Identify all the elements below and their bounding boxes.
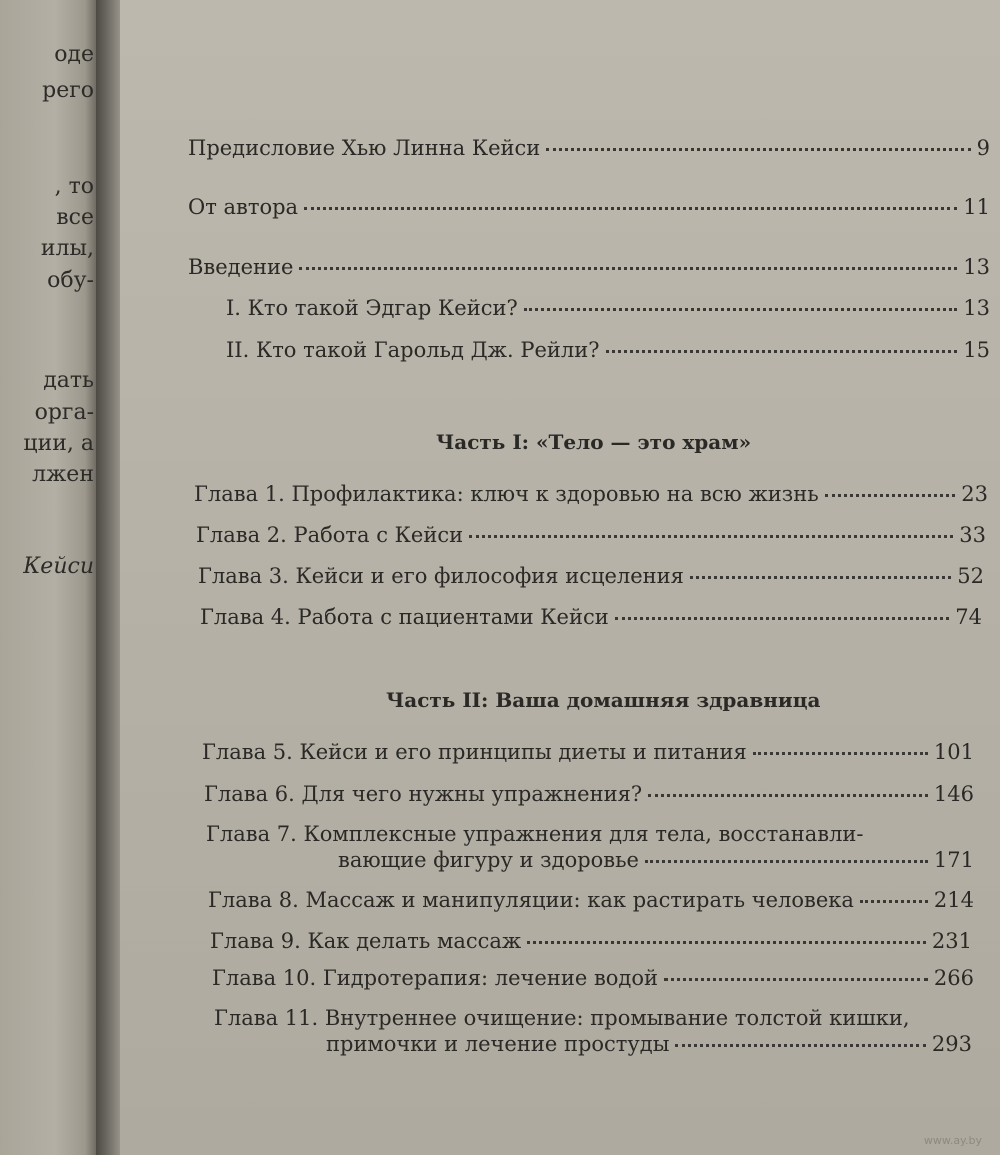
toc-leader bbox=[675, 1044, 926, 1047]
toc-title-continuation: вающие фигуру и здоровье bbox=[338, 848, 639, 872]
toc-title: Глава 2. Работа с Кейси bbox=[196, 523, 464, 547]
left-page-text: илы, bbox=[40, 236, 94, 261]
toc-title: Глава 10. Гидротерапия: лечение водой bbox=[212, 966, 658, 990]
left-page-text: рего bbox=[42, 78, 94, 103]
toc-title: Глава 5. Кейси и его принципы диеты и питания bbox=[202, 740, 747, 764]
toc-entry bbox=[204, 782, 974, 806]
left-page-text: , то bbox=[54, 174, 94, 199]
toc-title: Глава 6. Для чего нужны упражнения? bbox=[204, 782, 643, 806]
left-page-text: обу- bbox=[47, 268, 94, 293]
toc-leader bbox=[753, 752, 928, 755]
toc-entry bbox=[200, 605, 982, 629]
toc-entry bbox=[208, 888, 974, 912]
toc-title: I. Кто такой Эдгар Кейси? bbox=[226, 296, 518, 320]
left-page-text: дать bbox=[43, 368, 94, 393]
left-page-edge bbox=[0, 0, 100, 1155]
toc-leader bbox=[304, 207, 957, 210]
toc-entry bbox=[212, 966, 974, 990]
toc-entry bbox=[196, 523, 986, 547]
toc-entry bbox=[226, 296, 990, 320]
left-page-text: все bbox=[56, 205, 94, 230]
toc-page-number: 15 bbox=[963, 338, 990, 362]
toc-entry bbox=[198, 564, 984, 588]
toc-page-number: 23 bbox=[961, 482, 988, 506]
toc-title: Глава 11. Внутреннее очищение: промывание толстой кишки, bbox=[214, 1006, 910, 1030]
toc-entry bbox=[338, 848, 974, 872]
left-page-text: Кейси bbox=[23, 554, 94, 579]
toc-title: Глава 8. Массаж и манипуляции: как растирать человека bbox=[208, 888, 854, 912]
toc-leader bbox=[299, 267, 957, 270]
toc-leader bbox=[645, 860, 928, 863]
toc-page-number: 171 bbox=[933, 848, 974, 872]
toc-title: Предисловие Хью Линна Кейси bbox=[188, 136, 541, 160]
toc-page-number: 214 bbox=[933, 888, 974, 912]
left-page-text: оде bbox=[54, 42, 94, 67]
toc-title: Введение bbox=[188, 255, 294, 279]
toc-leader bbox=[606, 350, 958, 353]
toc-leader bbox=[648, 794, 928, 797]
left-page-text: лжен bbox=[32, 462, 94, 487]
toc-page-number: 231 bbox=[931, 929, 972, 953]
toc-leader bbox=[860, 900, 928, 903]
toc-leader bbox=[690, 576, 951, 579]
toc-page-number: 13 bbox=[963, 255, 990, 279]
toc-entry bbox=[188, 255, 990, 279]
toc-leader bbox=[469, 535, 953, 538]
toc-entry bbox=[202, 740, 974, 764]
toc-leader bbox=[524, 308, 958, 311]
toc-page-number: 101 bbox=[933, 740, 974, 764]
toc-title: II. Кто такой Гарольд Дж. Рейли? bbox=[226, 338, 600, 362]
toc-page-number: 293 bbox=[931, 1032, 972, 1056]
toc-page-number: 13 bbox=[963, 296, 990, 320]
toc-page-number: 9 bbox=[976, 136, 990, 160]
watermark: www.ay.by bbox=[923, 1134, 982, 1147]
toc-page-number: 52 bbox=[957, 564, 984, 588]
toc-title: Глава 4. Работа с пациентами Кейси bbox=[200, 605, 609, 629]
toc-page-number: 33 bbox=[959, 523, 986, 547]
book-spine bbox=[96, 0, 122, 1155]
toc-title: От автора bbox=[188, 195, 299, 219]
toc-page-number: 146 bbox=[933, 782, 974, 806]
toc-leader bbox=[615, 617, 950, 620]
toc-entry bbox=[194, 482, 988, 506]
toc-title: Глава 7. Комплексные упражнения для тела, восстанавли- bbox=[206, 822, 864, 846]
toc-leader bbox=[527, 941, 926, 944]
toc-entry bbox=[188, 195, 990, 219]
left-page-text: орга- bbox=[34, 400, 94, 425]
toc-title-continuation: примочки и лечение простуды bbox=[326, 1032, 670, 1056]
toc-leader bbox=[825, 494, 956, 497]
left-page-text: ции, а bbox=[23, 431, 94, 456]
toc-page bbox=[120, 0, 1000, 1155]
toc-page-number: 11 bbox=[963, 195, 990, 219]
toc-title: Глава 9. Как делать массаж bbox=[210, 929, 522, 953]
part-heading: Часть II: Ваша домашняя здравница bbox=[386, 688, 821, 712]
toc-entry bbox=[188, 136, 990, 160]
part-heading: Часть I: «Тело — это храм» bbox=[436, 430, 752, 454]
toc-entry bbox=[326, 1032, 972, 1056]
toc-entry bbox=[210, 929, 972, 953]
toc-leader bbox=[664, 978, 928, 981]
toc-page-number: 266 bbox=[933, 966, 974, 990]
toc-title: Глава 3. Кейси и его философия исцеления bbox=[198, 564, 684, 588]
toc-entry bbox=[226, 338, 990, 362]
toc-title: Глава 1. Профилактика: ключ к здоровью на всю жизнь bbox=[194, 482, 819, 506]
toc-page-number: 74 bbox=[955, 605, 982, 629]
toc-leader bbox=[546, 148, 970, 151]
